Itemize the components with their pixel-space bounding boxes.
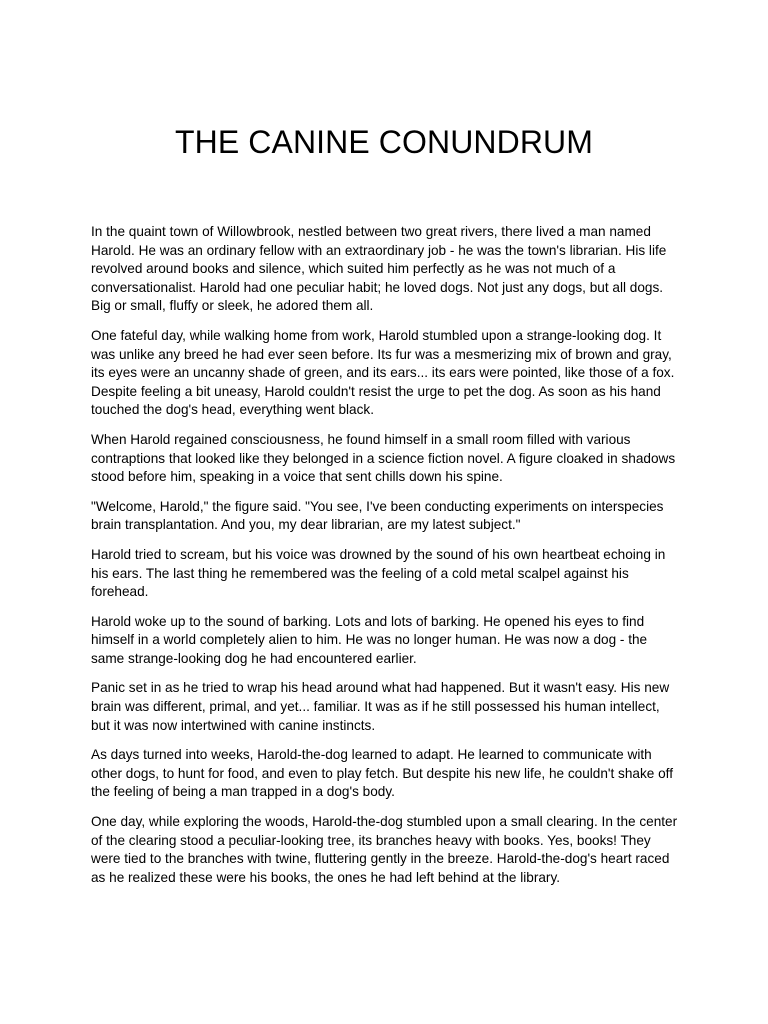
paragraph-2: One fateful day, while walking home from work, Harold stumbled upon a strange-looking dog. It was unlike any breed he had ever seen before. Its fur was a mesmerizing mix of brown and gray, its eyes were an uncanny shade of green, and its ears... its ears were pointed, like those of a fox. Despite feeling a bit uneasy, Harold couldn't resist the urge to pet the dog. As soon as his hand touched the dog's head, everything went black.: [91, 327, 675, 418]
paragraph-1: In the quaint town of Willowbrook, nestled between two great rivers, there lived a man named Harold. He was an ordinary fellow with an extraordinary job - he was the town's librarian. His life revolved around books and silence, which suited him perfectly as he was not much of a conversationalist. Harold had one peculiar habit; he loved dogs. Not just any dogs, but all dogs. Big or small, fluffy or sleek, he adored them all.: [91, 224, 667, 314]
paragraph-4: "Welcome, Harold," the figure said. "You see, I've been conducting experiments on interspecies brain transplantation. And you, my dear librarian, are my latest subject.": [91, 498, 664, 533]
paragraph-3: When Harold regained consciousness, he found himself in a small room filled with various contraptions that looked like they belonged in a science fiction novel. A figure cloaked in shadows stood before him, speaking in a voice that sent chills down his spine.: [91, 431, 676, 485]
document-title: THE CANINE CONUNDRUM: [175, 124, 593, 160]
paragraph-5: Harold tried to scream, but his voice was drowned by the sound of his own heartbeat echoing in his ears. The last thing he remembered was the feeling of a cold metal scalpel against his forehead.: [91, 546, 666, 600]
paragraph-7: Panic set in as he tried to wrap his head around what had happened. But it wasn't easy. His new brain was different, primal, and yet... familiar. It was as if he still possessed his human intellect, but it was now intertwined with canine instincts.: [91, 680, 670, 733]
paragraph-6: Harold woke up to the sound of barking. Lots and lots of barking. He opened his eyes to find himself in a world completely alien to him. He was no longer human. He was now a dog - the same strange-looking dog he had encountered earlier.: [91, 613, 648, 666]
paragraph-9: One day, while exploring the woods, Harold-the-dog stumbled upon a small clearing. In the center of the clearing stood a peculiar-looking tree, its branches heavy with books. Yes, books! They were tied to the branches with twine, fluttering gently in the breeze. Harold-the-dog's heart raced as he realized these were his books, the ones he had left behind at the library.: [91, 814, 678, 885]
paragraph-8: As days turned into weeks, Harold-the-dog learned to adapt. He learned to communicate with other dogs, to hunt for food, and even to play fetch. But despite his new life, he couldn't shake off the feeling of being a man trapped in a dog's body.: [91, 747, 673, 800]
document-body: [91, 223, 681, 898]
